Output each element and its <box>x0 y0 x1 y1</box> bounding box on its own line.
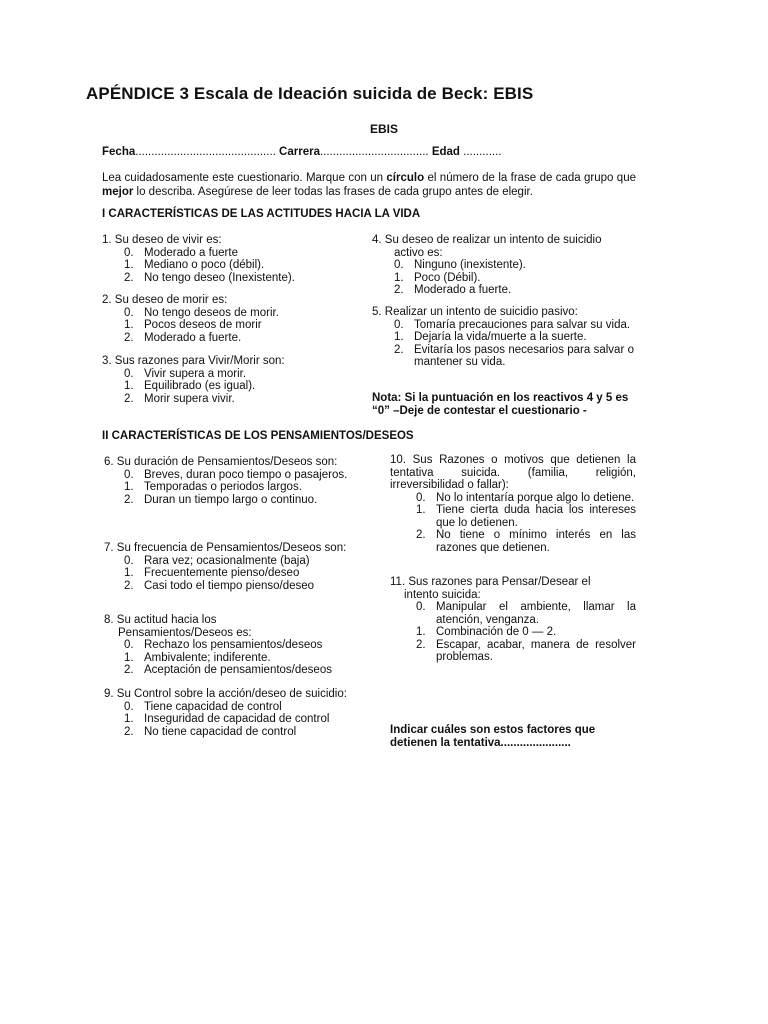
option-0[interactable] <box>124 555 352 568</box>
question-text-cont: activo es: <box>394 246 443 259</box>
option-text: Pocos deseos de morir <box>144 319 262 331</box>
option-0[interactable] <box>416 492 636 505</box>
option-text: Rara vez; ocasionalmente (baja) <box>144 554 310 567</box>
carrera-label: Carrera <box>279 146 320 158</box>
option-number: 2. <box>394 343 404 356</box>
section-1-note: Nota: Si la puntuación en los reactivos 4 y 5 es “0” –Deje de contestar el cuestionario - <box>372 392 629 417</box>
option-2[interactable] <box>394 344 634 369</box>
option-text: Tomaría precauciones para salvar su vida. <box>414 318 631 331</box>
option-number: 2. <box>124 392 134 405</box>
option-number: 1. <box>124 319 134 331</box>
option-1[interactable] <box>124 567 352 580</box>
instructions-text: el número de la frase de cada grupo que <box>424 172 636 184</box>
question-5 <box>372 306 634 369</box>
question-text: 4. Su deseo de realizar un intento de suicidio <box>372 234 602 246</box>
option-number: 0. <box>124 554 134 567</box>
section-2-heading: II CARACTERÍSTICAS DE LOS PENSAMIENTOS/DESEOS <box>102 430 414 442</box>
option-text: Escapar, acabar, manera de resolver problemas. <box>436 638 636 663</box>
option-text: Dejaría la vida/muerte a la suerte. <box>414 331 587 343</box>
option-text: No lo intentaría porque algo lo detiene. <box>436 491 635 504</box>
option-0[interactable] <box>124 368 352 381</box>
option-number: 1. <box>416 504 426 516</box>
option-number: 2. <box>124 271 134 284</box>
option-number: 0. <box>124 700 134 713</box>
option-text: Ninguno (inexistente). <box>414 259 526 271</box>
option-number: 1. <box>124 567 134 579</box>
option-text: Aceptación de pensamientos/deseos <box>144 664 332 676</box>
option-number: 0. <box>124 367 134 380</box>
question-3 <box>102 355 352 405</box>
option-number: 2. <box>416 638 426 651</box>
option-number: 0. <box>394 259 404 271</box>
option-number: 0. <box>124 468 134 481</box>
option-text: Vivir supera a morir. <box>144 367 247 380</box>
option-2[interactable] <box>124 494 352 507</box>
option-2[interactable] <box>416 639 636 664</box>
option-text: Mediano o poco (débil). <box>144 259 265 271</box>
option-text: Manipular el ambiente, llamar la atención, venganza. <box>436 601 636 626</box>
option-number: 1. <box>124 481 134 493</box>
option-text: Tiene cierta duda hacia los intereses que lo detienen. <box>436 504 636 529</box>
option-2[interactable] <box>124 726 352 739</box>
option-0[interactable] <box>394 319 634 332</box>
option-number: 2. <box>394 284 404 296</box>
option-number: 2. <box>124 493 134 506</box>
option-1[interactable] <box>124 319 352 332</box>
question-11 <box>390 576 636 664</box>
option-2[interactable] <box>124 580 352 593</box>
option-1[interactable] <box>124 380 352 393</box>
option-2[interactable] <box>124 393 352 406</box>
option-text: Frecuentemente pienso/deseo <box>144 567 300 579</box>
option-number: 2. <box>124 579 134 592</box>
option-text: Ambivalente; indiferente. <box>144 651 271 664</box>
option-text: Casi todo el tiempo pienso/deseo <box>144 579 315 592</box>
header-fields <box>102 146 501 158</box>
option-1[interactable] <box>394 331 634 344</box>
option-number: 2. <box>124 725 134 738</box>
option-text: Duran un tiempo largo o continuo. <box>144 493 318 506</box>
document-title: APÉNDICE 3 Escala de Ideación suicida de Beck: EBIS <box>86 84 534 103</box>
option-text: Moderado a fuerte. <box>414 284 512 296</box>
question-text: 1. Su deseo de vivir es: <box>102 234 222 246</box>
question-text: 11. Sus razones para Pensar/Desear el <box>390 576 591 588</box>
option-number: 2. <box>124 331 134 344</box>
question-text: 6. Su duración de Pensamientos/Deseos son: <box>104 456 338 468</box>
instructions <box>102 171 636 199</box>
edad-label: Edad <box>431 146 460 158</box>
option-1[interactable] <box>124 713 352 726</box>
option-number: 2. <box>416 529 426 541</box>
option-text: No tengo deseos de morir. <box>144 306 279 319</box>
option-number: 0. <box>124 639 134 651</box>
fecha-label: Fecha <box>102 146 136 158</box>
option-number: 0. <box>416 491 426 504</box>
option-1[interactable] <box>124 652 352 665</box>
question-text: 5. Realizar un intento de suicidio pasivo: <box>372 306 578 318</box>
factors-note: Indicar cuáles son estos factores que detienen la tentativa...................... <box>390 724 596 749</box>
instructions-emphasis: círculo <box>386 172 425 184</box>
option-text: Combinación de 0 — 2. <box>436 626 557 638</box>
option-text: No tiene o mínimo interés en las razones que detienen. <box>436 529 636 554</box>
option-text: Moderado a fuerte <box>144 246 238 259</box>
question-7 <box>104 542 352 592</box>
question-6 <box>104 456 352 506</box>
option-2[interactable] <box>394 284 642 297</box>
option-2[interactable] <box>416 529 636 554</box>
question-2 <box>102 294 352 344</box>
question-text-cont: intento suicida: <box>404 588 481 601</box>
option-text: Equilibrado (es igual). <box>144 380 256 392</box>
option-0[interactable] <box>124 701 352 714</box>
question-text: 9. Su Control sobre la acción/deseo de suicidio: <box>104 688 347 700</box>
option-number: 1. <box>394 271 404 284</box>
option-number: 0. <box>124 306 134 319</box>
question-text: 7. Su frecuencia de Pensamientos/Deseos son: <box>104 542 347 554</box>
option-text: Rechazo los pensamientos/deseos <box>144 639 323 651</box>
option-number: 2. <box>124 664 134 676</box>
option-text: Poco (Débil). <box>414 271 481 284</box>
option-0[interactable] <box>124 639 352 652</box>
option-0[interactable] <box>124 247 352 260</box>
option-number: 0. <box>124 246 134 259</box>
question-1 <box>102 234 352 284</box>
option-text: Evitaría los pasos necesarios para salvar o mantener su vida. <box>414 343 634 368</box>
option-number: 1. <box>124 259 134 271</box>
question-text: 3. Sus razones para Vivir/Morir son: <box>102 355 285 367</box>
question-text: 8. Su actitud hacia los <box>104 614 217 626</box>
edad-field[interactable]: ............ <box>463 146 502 158</box>
option-0[interactable] <box>416 601 636 626</box>
option-2[interactable] <box>124 332 352 345</box>
option-text: Temporadas o periodos largos. <box>144 481 302 493</box>
section-1-heading: I CARACTERÍSTICAS DE LAS ACTITUDES HACIA LA VIDA <box>102 208 421 220</box>
option-0[interactable] <box>124 469 352 482</box>
instructions-text: lo describa. Asegúrese de leer todas las frases de cada grupo antes de elegir. <box>133 186 533 198</box>
option-number: 1. <box>124 713 134 725</box>
carrera-field[interactable]: .................................. <box>319 146 429 158</box>
option-number: 1. <box>124 380 134 392</box>
option-1[interactable] <box>124 481 352 494</box>
option-0[interactable] <box>124 307 352 320</box>
option-1[interactable] <box>416 504 636 529</box>
option-2[interactable] <box>124 272 352 285</box>
option-1[interactable] <box>416 626 636 639</box>
question-text-cont: Pensamientos/Deseos es: <box>118 626 252 639</box>
option-text: Breves, duran poco tiempo o pasajeros. <box>144 468 348 481</box>
option-number: 1. <box>124 651 134 664</box>
option-1[interactable] <box>124 259 352 272</box>
option-text: Morir supera vivir. <box>144 392 235 405</box>
instructions-emphasis: mejor <box>102 186 134 198</box>
question-text: 2. Su deseo de morir es: <box>102 294 228 306</box>
option-number: 1. <box>416 626 426 638</box>
option-text: No tiene capacidad de control <box>144 725 297 738</box>
question-8 <box>104 614 352 677</box>
option-number: 1. <box>394 331 404 343</box>
option-text: Inseguridad de capacidad de control <box>144 713 330 725</box>
option-text: No tengo deseo (Inexistente). <box>144 271 295 284</box>
option-0[interactable] <box>394 259 642 272</box>
option-text: Tiene capacidad de control <box>144 700 282 713</box>
option-number: 0. <box>416 601 426 613</box>
question-4 <box>372 234 642 297</box>
fecha-field[interactable]: ............................................ <box>135 146 276 158</box>
option-1[interactable] <box>394 272 642 285</box>
question-text: 10. Sus Razones o motivos que detienen la tentativa suicida. (familia, religión, irreversibilidad o fallar): <box>390 454 636 491</box>
option-number: 0. <box>394 318 404 331</box>
question-9 <box>104 688 352 738</box>
option-2[interactable] <box>124 664 352 677</box>
instructions-text: Lea cuidadosamente este cuestionario. Marque con un <box>102 172 387 184</box>
document-subtitle: EBIS <box>369 122 398 136</box>
question-10 <box>390 454 636 554</box>
option-text: Moderado a fuerte. <box>144 331 242 344</box>
